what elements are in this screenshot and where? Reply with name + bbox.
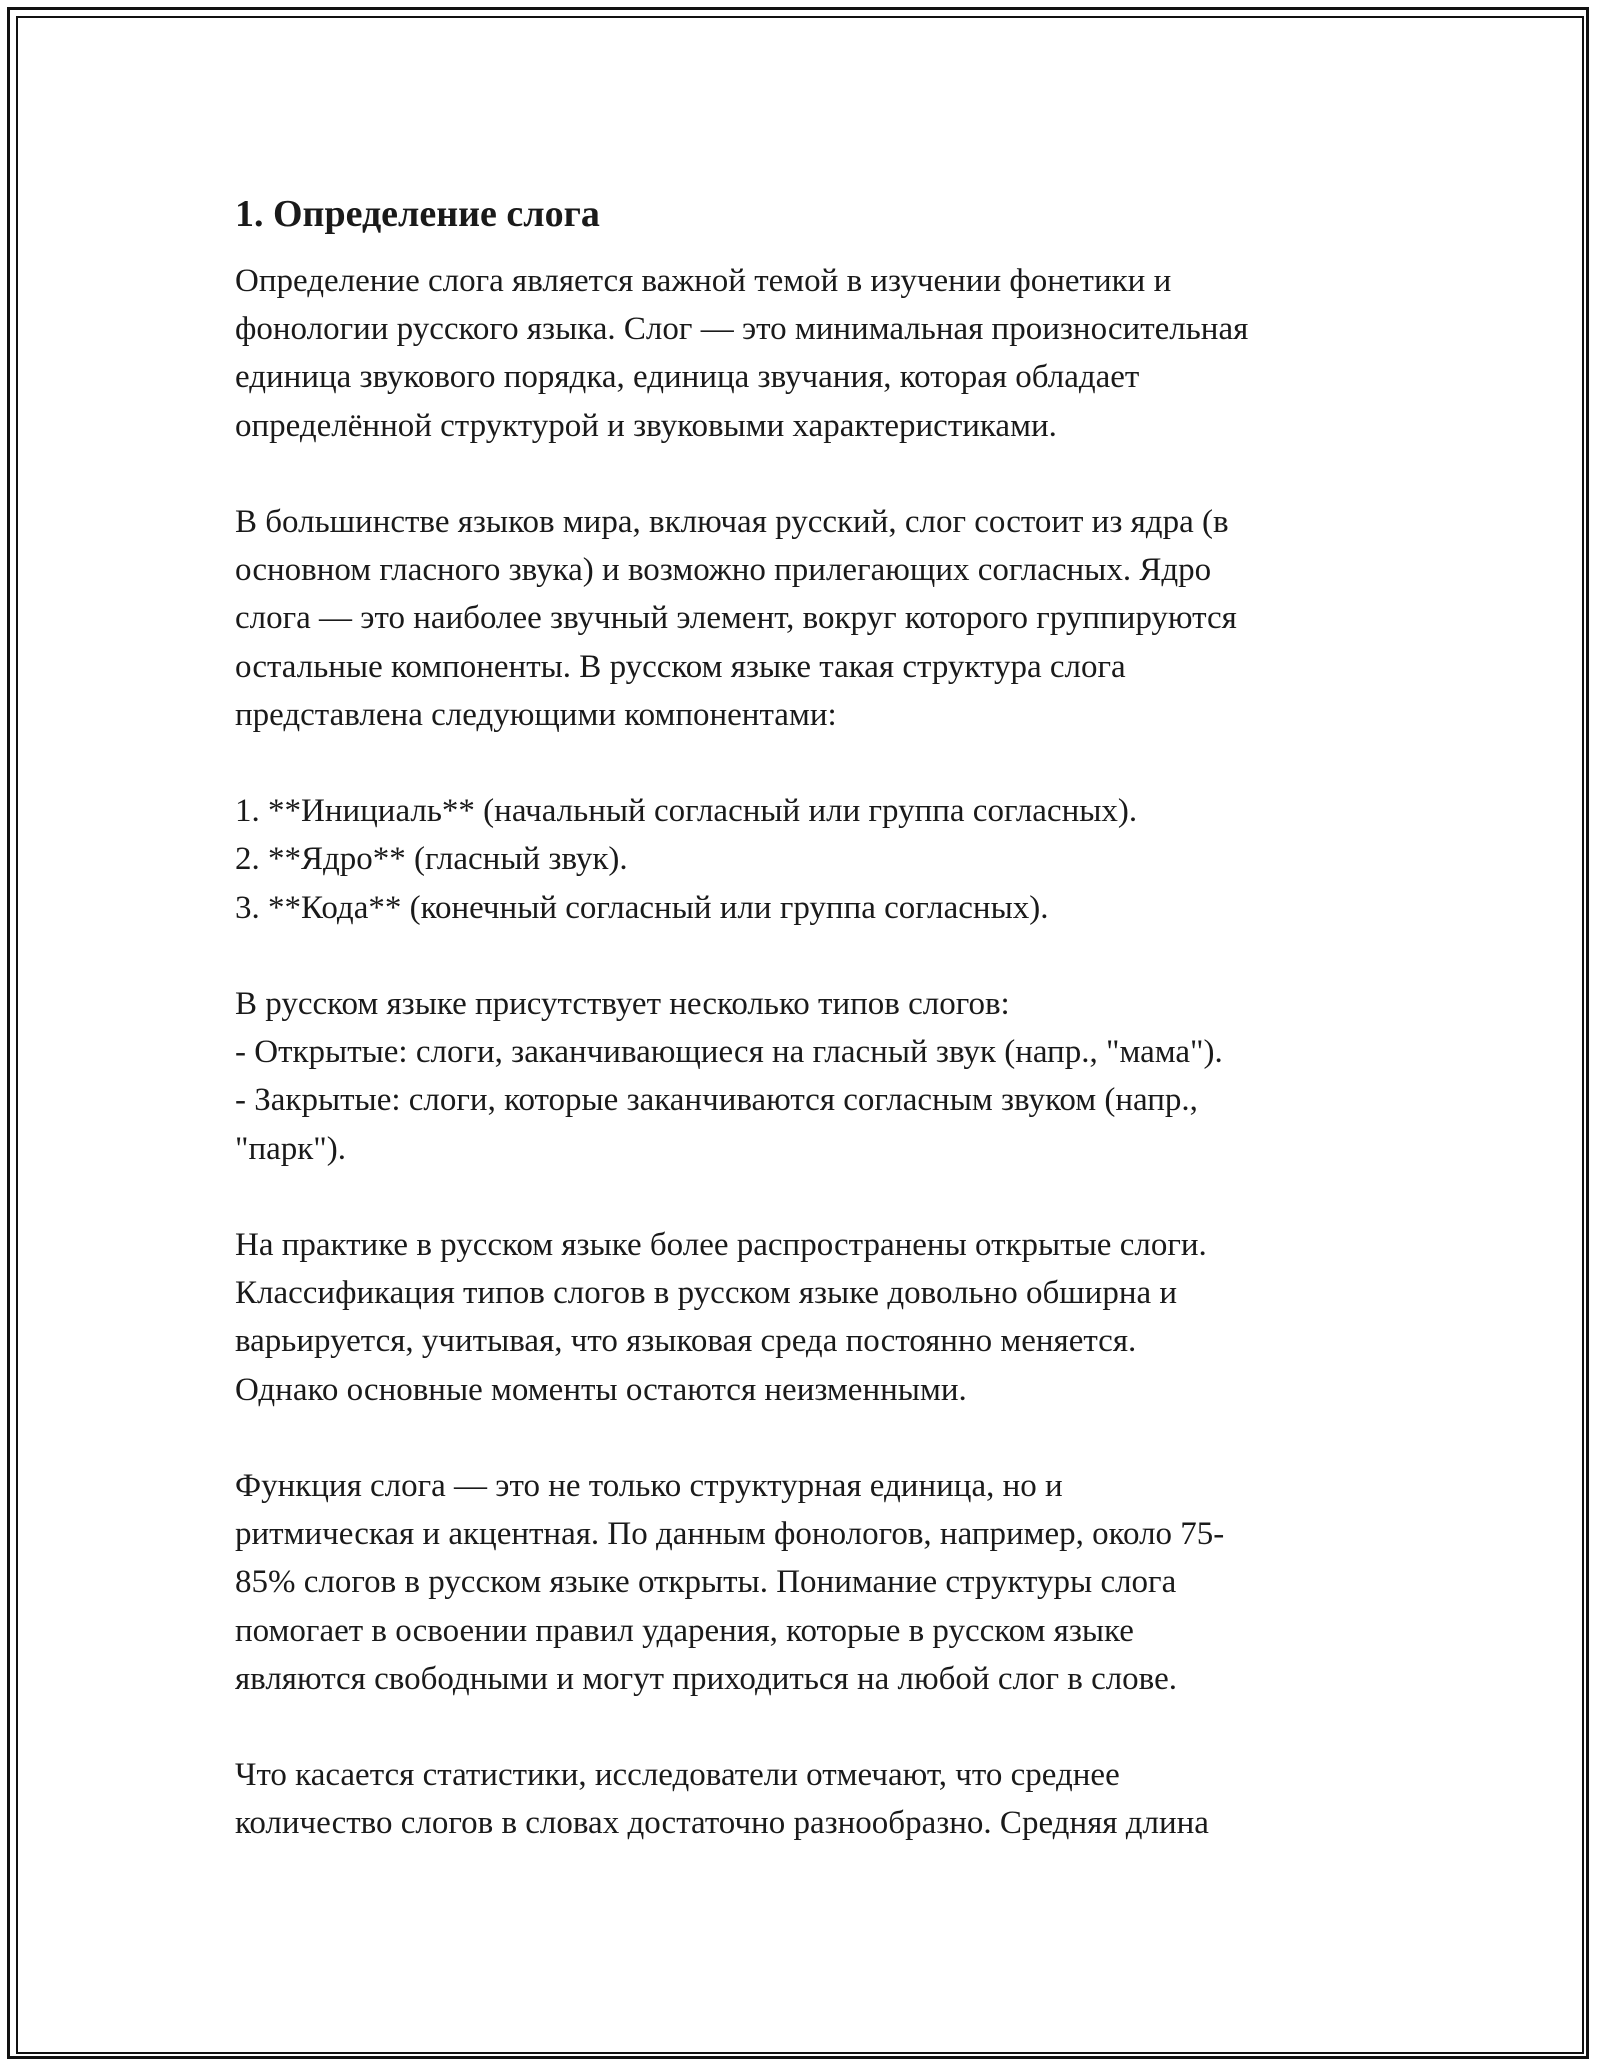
paragraph-syllable-types: В русском языке присутствует несколько типов слогов: - Открытые: слоги, заканчивающиеся на гласный звук (напр., "мама"). - Закрытые: слоги, которые заканчиваются согласным звуком (напр., "парк"). [235, 986, 1223, 1167]
paragraph-components-list: 1. **Инициаль** (начальный согласный или группа согласных). 2. **Ядро** (гласный звук). 3. **Кода** (конечный согласный или группа согласных). [235, 793, 1138, 926]
document-body [235, 185, 1395, 1896]
paragraph-statistics: Что касается статистики, исследователи отмечают, что среднее количество слогов в словах достаточно разнообразно. Средняя длина [235, 1757, 1209, 1842]
section-heading: 1. Определение слога [235, 193, 600, 235]
paragraph-practice: На практике в русском языке более распространены открытые слоги. Классификация типов слогов в русском языке довольно обширна и варьируется, учитывая, что языковая среда постоянно меняется. Однако основные моменты остаются неизменными. [235, 1227, 1207, 1408]
paragraph-structure: В большинстве языков мира, включая русский, слог состоит из ядра (в основном гласного звука) и возможно прилегающих согласных. Ядро слога — это наиболее звучный элемент, вокруг которого группируются остальные компоненты. В русском языке такая структура слога представлена следующими компонентами: [235, 504, 1237, 733]
paragraph-function: Функция слога — это не только структурная единица, но и ритмическая и акцентная. По данным фонологов, например, около 75- 85% слогов в русском языке открыты. Понимание структуры слога помогает в освоении правил ударения, которые в русском языке являются свободными и могут приходиться на любой слог в слове. [235, 1468, 1225, 1697]
paragraph-definition: Определение слога является важной темой в изучении фонетики и фонологии русского языка. Слог — это минимальная произносительная единица звукового порядка, единица звучания, которая обладает определённой структурой и звуковыми характеристиками. [235, 263, 1249, 444]
